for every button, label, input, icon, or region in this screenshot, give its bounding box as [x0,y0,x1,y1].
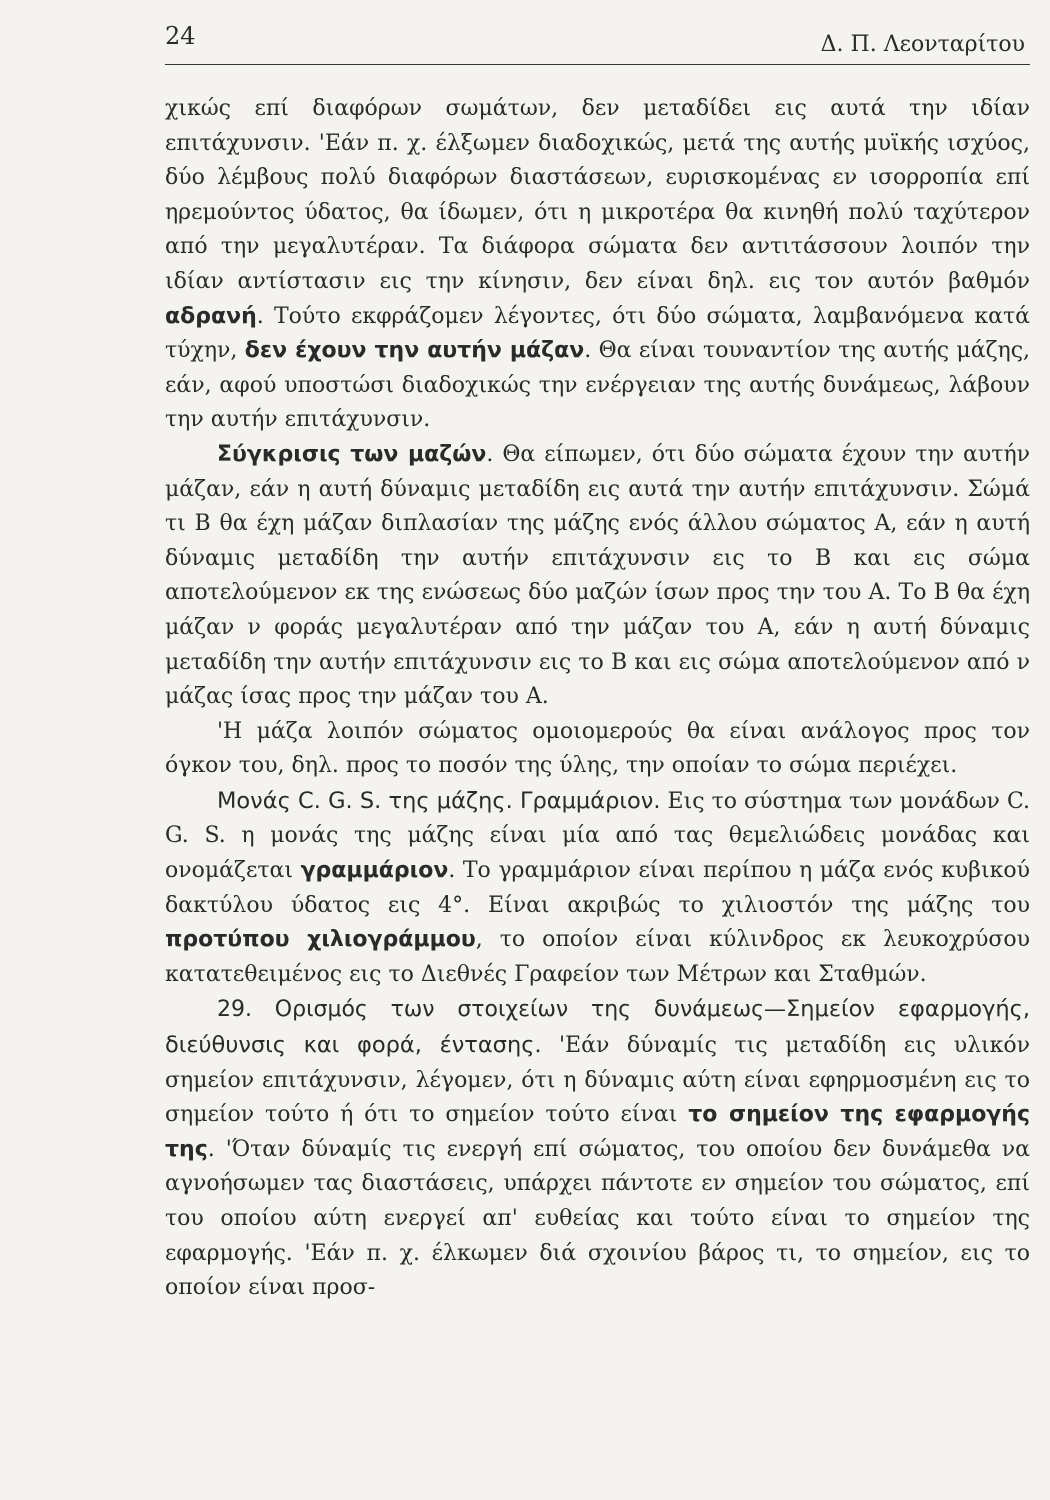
bold-term: το σημείον της εφαρμογής της [165,1102,1030,1162]
paragraph-gram-unit [165,784,1030,993]
paragraph-force-elements [165,992,1030,1305]
running-head: Δ. Π. Λεονταρίτου [820,32,1025,57]
section-heading: Μονάς C. G. S. της μάζης. Γραμμάριον. [217,787,661,814]
text-run: Εις το σύστημα των μονάδων C. G. S. η μονάς της μάζης είναι μία από τας θεμελιώδεις μονάδας και ονομάζεται [165,788,1030,884]
section-subtitle: Σημείον εφαρμογής, διεύθυνσις [165,996,1030,1059]
paragraph-mass-volume [165,715,1030,784]
bold-term: δεν έχουν την αυτήν μάζαν [244,338,585,364]
text-run: 'Η μάζα λοιπόν σώματος ομοιομερούς θα είναι ανάλογος προς τον όγκον του, δηλ. προς το ποσόν της ύλης, την οποίαν το σώμα περιέχει. [165,718,1030,779]
text-run: . Το γραμμάριον είναι περίπου η μάζα ενός κυβικού δακτύλου ύδατος εις 4°. Είναι ακριβώς το χιλιοστόν της μάζης του [165,858,1030,918]
text-run: χικώς επί διαφόρων σωμάτων, δεν μεταδίδει εις αυτά την ιδίαν επιτάχυνσιν. 'Εάν π. χ. έλξωμεν διαδοχικώς, μετά της αυτής μυϊκής ισχύος, δύο λέμβους πολύ διαφόρων διαστάσεων, ευρισκομένας εν ισορροπία επί ηρεμούντος ύδατος, θα ίδωμεν, ότι η μικροτέρα θα κινηθή πολύ ταχύτερον από την μεγαλυτέραν. Τα διάφορα σώματα δεν αντιτάσσουν λοιπόν την ιδίαν αντίστασιν εις την κίνησιν, δεν είναι δηλ. εις τον αυτόν βαθμόν [165,96,1030,294]
bold-term: αδρανή [165,303,257,329]
dash: — [764,997,787,1023]
text-run: . Θα είναι τουναντίον της αυτής μάζης, εάν, αφού υποστώσι διαδοχικώς την ενέργειαν της αυτής δυνάμεως, λάβουν την αυτήν επιτάχυνσιν. [165,338,1031,433]
bold-term: προτύπου χιλιογράμμου [165,927,476,953]
bold-term: γραμμάριον [300,858,449,884]
paragraph-mass-comparison [165,438,1030,715]
page-body [165,92,1030,1306]
text-run: . 'Εάν δύναμίς τις μεταδίδη εις υλικόν σημείον επιτάχυνσιν, λέγομεν, ότι η δύναμις αύτη είναι εφηρμοσμένη εις το σημείον τούτο ή ότι το σημείον τούτο είναι [165,1033,1031,1128]
section-subtitle: και φορά, ένταση [303,1032,522,1059]
text-run [286,1033,304,1058]
text-run: . Θα είπωμεν, ότι δύο σώματα έχουν την αυτήν μάζαν, εάν η αυτή δύναμις μεταδίδη εις αυτά την αυτήν επιτάχυνσιν. Σώμά τι Β θα έχη μάζαν διπλασίαν της μάζης ενός άλλου σώματος Α, εάν η αυτή δύναμις μεταδίδη την αυτήν επιτάχυνσιν εις το Β και εις σώμα αποτελούμενον εκ της ενώσεως δύο μαζών ίσων προς την του Α. Το Β θα έχη μάζαν ν φοράς μεγαλυτέραν από την μάζαν του Α, εάν η αυτή δύναμις μεταδίδη την αυτήν επιτάχυνσιν εις το Β και εις σώμα αποτελούμενον από ν μάζας ίσας προς την μάζαν του Α. [165,441,1030,710]
page-header [165,18,1030,65]
text-run: . Τούτο εκφράζομεν λέγοντες, ότι δύο σώματα, λαμβανόμενα κατά τύχην, [165,303,1030,364]
section-title: Ορισμός των στοιχείων της δυνάμεως [274,997,765,1023]
section-subtitle: ς [521,1032,535,1059]
page-number: 24 [165,22,196,50]
text-run: . 'Όταν δύναμίς τις ενεργή επί σώματος, του οποίου δεν δυνάμεθα να αγνοήσωμεν τας διαστάσεις, υπάρχει πάντοτε εν σημείον του σώματος, επί του οποίου αύτη ενεργεί απ' ευθείας και τούτο είναι το σημείον της εφαρμογής. 'Εάν π. χ. έλκωμεν διά σχοινίου βάρος τι, το σημείον, εις το οποίον είναι προσ- [165,1136,1030,1301]
paragraph-inertia [165,92,1030,438]
text-run: , το οποίον είναι κύλινδρος εκ λευκοχρύσου κατατεθειμένος εις το Διεθνές Γραφείον των Μέτρων και Σταθμών. [165,927,1031,987]
section-number: 29. [217,997,252,1023]
section-heading: Σύγκρισις των μαζών [217,441,487,467]
